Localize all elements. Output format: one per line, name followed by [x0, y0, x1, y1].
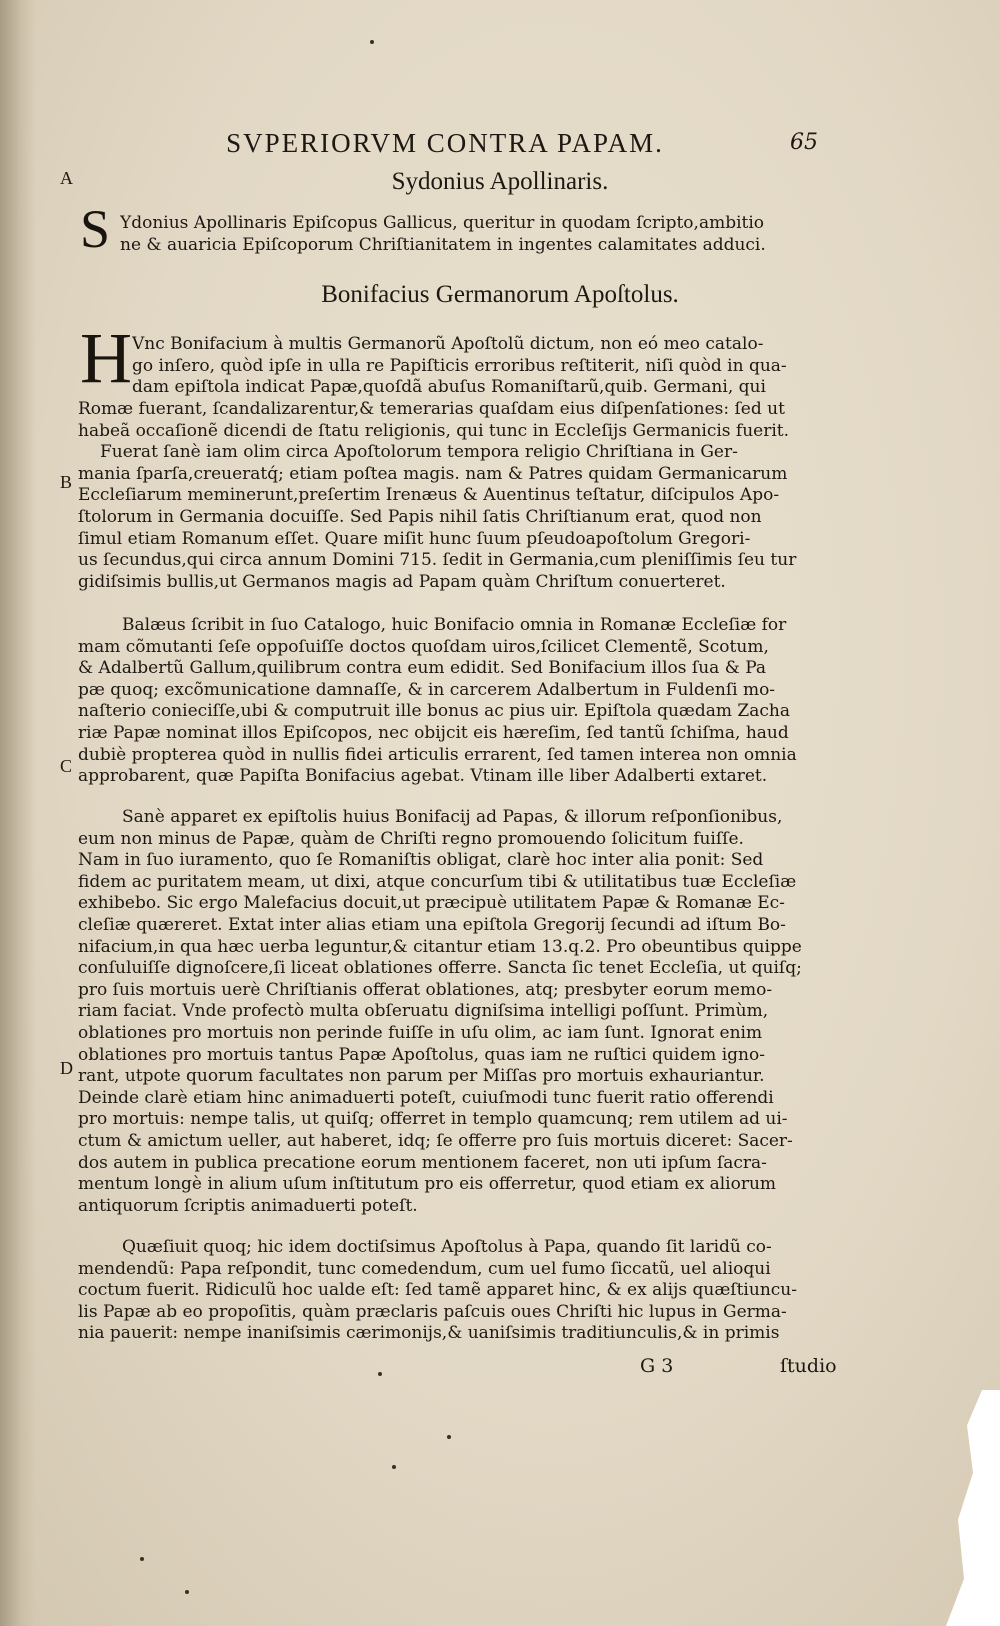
text-line: dam epiſtola indicat Papæ,quoſdã abuſus Romaniſtarũ,quib. Germani, qui — [132, 377, 766, 398]
running-head: SVPERIORVM CONTRA PAPAM. — [226, 128, 664, 158]
text-line: eum non minus de Papæ, quàm de Chriſti regno promouendo ſolicitum fuiſſe. — [78, 828, 744, 849]
text-line: antiquorum ſcriptis animaduerti poteſt. — [78, 1195, 418, 1216]
margin-letter-b: B — [60, 472, 73, 492]
text-line: mentum longè in alium uſum inſtitutum pro eis offerretur, quod etiam ex aliorum — [78, 1174, 777, 1195]
text-line: fidem ac puritatem meam, ut dixi, atque concurſum tibi & utilitatibus tuæ Eccleſiæ — [78, 871, 797, 892]
section-heading-bonifacius: Bonifacius Germanorum Apoſtolus. — [321, 281, 679, 308]
text-line: exhibebo. Sic ergo Malefacius docuit,ut præcipuè utilitatem Papæ & Romanæ Ec- — [78, 893, 785, 914]
text-line: Fuerat ſanè iam olim circa Apoſtolorum tempora religio Chriſtiana in Ger- — [100, 442, 738, 463]
ink-speck — [140, 1557, 144, 1561]
text-line: riæ Papæ nominat illos Epiſcopos, nec obijcit eis hæreſim, ſed tantũ ſchiſma, haud — [78, 722, 789, 743]
text-line: nifacium,in qua hæc uerba leguntur,& citantur etiam 13.q.2. Pro obeuntibus quippe — [78, 936, 802, 957]
text-line: mam cõmutanti ſeſe oppoſuiſſe doctos quoſdam uiros,ſcilicet Clementẽ, Scotum, — [78, 636, 769, 657]
text-line: Quæſiuit quoq; hic idem doctiſsimus Apoſtolus à Papa, quando ſit laridũ co- — [122, 1237, 772, 1257]
text-line: mania ſparſa,creueratq́; etiam poſtea magis. nam & Patres quidam Germanicarum — [78, 463, 788, 484]
paragraph-quaesiuit — [78, 1237, 808, 1345]
page-header — [0, 128, 1000, 168]
text-line: ſtolorum in Germania docuiſſe. Sed Papis nihil ſatis Chriſtianum erat, quod non — [78, 506, 762, 527]
text-line: coctum fuerit. Ridiculũ hoc ualde eſt: ſed tamẽ apparet hinc, & ex alijs quæſtiuncu- — [78, 1280, 797, 1301]
text-line: oblationes pro mortuis tantus Papæ Apoſtolus, quas iam ne ruſtici quidem igno- — [78, 1044, 765, 1065]
text-line: Deinde clarè etiam hinc animaduerti poteſt, cuiuſmodi tunc fuerit ratio offerendi — [78, 1087, 774, 1108]
ink-speck — [392, 1465, 396, 1469]
text-line: Romæ fuerant, ſcandalizarentur,& temerarias quaſdam eius diſpenſationes: ſed ut — [78, 399, 785, 419]
text-line: gidiſsimis bullis,ut Germanos magis ad Papam quàm Chriſtum conuerteret. — [78, 571, 726, 592]
text-line: cleſiæ quæreret. Extat inter alias etiam una epiſtola Gregorij ſecundi ad iſtum Bo- — [78, 914, 786, 935]
text-line: conſuluiſſe dignoſcere,ſi liceat oblationes offerre. Sancta ſic tenet Eccleſia, ut quiſq; — [78, 958, 802, 979]
text-line: ſimul etiam Romanum eſſet. Quare miſit hunc ſuum pſeudoapoſtolum Gregori- — [78, 528, 751, 549]
text-line: Sanè apparet ex epiſtolis huius Bonifacij ad Papas, & illorum reſponſionibus, — [122, 807, 783, 827]
text-line: Ydonius Apollinaris Epiſcopus Gallicus, queritur in quodam ſcripto,ambitio — [120, 213, 765, 233]
text-line: riam faciat. Vnde profectò multa obſeruatu digniſsima intelligi poſſunt. Primùm, — [78, 1001, 769, 1022]
margin-letter-d: D — [60, 1058, 73, 1078]
signature-mark: G 3 — [640, 1355, 674, 1377]
dropcap-h: H — [80, 318, 132, 398]
text-line: ctum & amictum ueller, aut haberet, idq; ſe offerre pro ſuis mortuis diceret: Sacer- — [78, 1130, 793, 1151]
torn-corner — [940, 1390, 1000, 1626]
text-line: & Adalbertũ Gallum,quilibrum contra eum edidit. Sed Bonifacium illos ſua & Pa — [78, 658, 767, 679]
catchword: ſtudio — [780, 1355, 837, 1377]
text-line: habeã occaſionẽ dicendi de ſtatu religionis, qui tunc in Eccleſijs Germanicis fuerit. — [78, 420, 790, 441]
paragraph-bonifacius-body — [78, 399, 808, 593]
paragraph-sydonius — [120, 213, 810, 256]
text-line: ne & auaricia Epiſcoporum Chriſtianitatem in ingentes calamitates adduci. — [120, 234, 766, 255]
ink-speck — [185, 1590, 189, 1594]
text-line: pæ quoq; excõmunicatione damnaſſe, & in carcerem Adalbertum in Fuldenſi mo- — [78, 679, 776, 700]
text-line: go inſero, quòd ipſe in ulla re Papiſticis erroribus reſtiterit, niſi quòd in qua- — [132, 355, 787, 376]
text-line: Eccleſiarum meminerunt,preſertim Irenæus & Auentinus teſtatur, diſcipulos Apo- — [78, 485, 780, 506]
text-line: pro ſuis mortuis uerè Chriſtianis offerat oblationes, atq; presbyter eorum memo- — [78, 979, 773, 1000]
margin-letter-c: C — [60, 756, 73, 776]
text-line: dubiè propterea quòd in nullis fidei articulis errarent, ſed tamen interea non omnia — [78, 744, 797, 765]
text-line: pro mortuis: nempe talis, ut quiſq; offerret in templo quamcunq; rem utilem ad ui- — [78, 1109, 788, 1130]
ink-speck — [447, 1435, 451, 1439]
margin-letter-a: A — [60, 168, 73, 188]
text-line: naſterio conieciſſe,ubi & computruit ille bonus ac pius uir. Epiſtola quædam Zacha — [78, 701, 790, 722]
text-line: us ſecundus,qui circa annum Domini 715. ſedit in Germania,cum pleniſſimis ſeu tur — [78, 550, 797, 571]
text-line: approbarent, quæ Papiſta Bonifacius agebat. Vtinam ille liber Adalberti extaret. — [78, 766, 768, 787]
page-number: 65 — [790, 130, 818, 155]
ink-speck — [378, 1372, 382, 1376]
text-line: Vnc Bonifacium à multis Germanorũ Apoſtolũ dictum, non eó meo catalo- — [132, 334, 764, 354]
text-line: mendendũ: Papa reſpondit, tunc comedendum, cum uel fumo ſiccatũ, uel alioqui — [78, 1258, 771, 1279]
text-line: rant, utpote quorum facultates non parum per Miſſas pro mortuis exhauriantur. — [78, 1066, 765, 1087]
text-line: Nam in ſuo iuramento, quo ſe Romaniſtis obligat, clarè hoc inter alia ponit: Sed — [78, 850, 764, 871]
text-line: oblationes pro mortuis non perinde fuiſſe in uſu olim, ac iam ſunt. Ignorat enim — [78, 1022, 763, 1043]
dropcap-s: S — [80, 199, 111, 259]
text-line: nia pauerit: nempe inaniſsimis cærimonijs,& uaniſsimis traditiunculis,& in primis — [78, 1323, 780, 1344]
paragraph-bonifacius-intro — [132, 334, 812, 399]
text-line: Balæus ſcribit in ſuo Catalogo, huic Bonifacio omnia in Romanæ Eccleſiæ for — [122, 615, 787, 635]
paragraph-sane-apparet — [78, 807, 808, 1217]
section-heading-sydonius: Sydonius Apollinaris. — [391, 168, 609, 195]
page-gutter-shadow — [0, 0, 36, 1626]
text-line: lis Papæ ab eo propoſitis, quàm præclaris paſcuis oues Chriſti hic lupus in Germa- — [78, 1301, 787, 1322]
ink-speck — [370, 40, 374, 44]
text-line: dos autem in publica precatione eorum mentionem faceret, non uti ipſum ſacra- — [78, 1152, 767, 1173]
paragraph-balaeus — [78, 615, 808, 788]
